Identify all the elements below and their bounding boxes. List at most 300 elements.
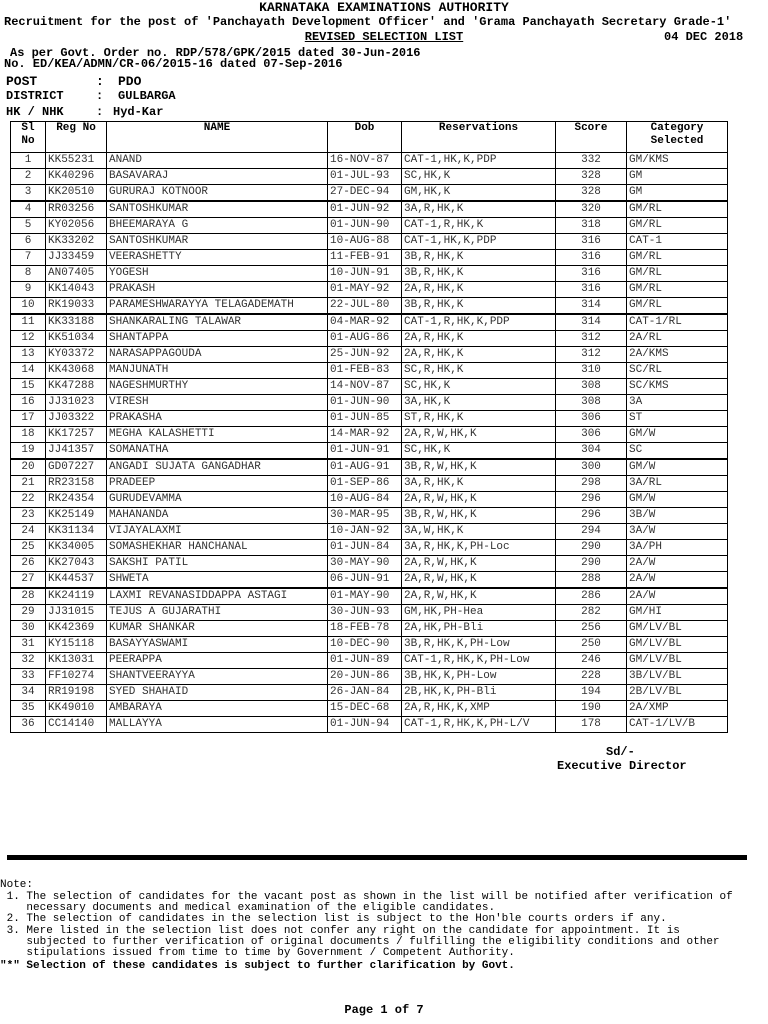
cell-reg: JJ31015 (46, 605, 107, 621)
cell-sl: 7 (11, 250, 46, 266)
cell-dob: 01-JUN-92 (328, 201, 402, 218)
cell-score: 316 (556, 266, 627, 282)
table-row (11, 717, 728, 733)
cell-cat: CAT-1/LV/B (627, 717, 728, 733)
cell-sl: 25 (11, 540, 46, 556)
cell-name: KUMAR SHANKAR (107, 621, 328, 637)
cell-score: 328 (556, 169, 627, 185)
cell-dob: 11-FEB-91 (328, 250, 402, 266)
cell-reg: RR23158 (46, 476, 107, 492)
cell-name: SOMANATHA (107, 443, 328, 460)
cell-score: 294 (556, 524, 627, 540)
cell-score: 314 (556, 298, 627, 315)
cell-name: PRAKASH (107, 282, 328, 298)
cell-name: MEGHA KALASHETTI (107, 427, 328, 443)
table-row (11, 218, 728, 234)
cell-name: SANTOSHKUMAR (107, 234, 328, 250)
note-1a: 1. The selection of candidates for the vacant post as shown in the list will be notified after verification of (0, 891, 733, 903)
table-row (11, 669, 728, 685)
cell-cat: 3A/PH (627, 540, 728, 556)
cell-sl: 16 (11, 395, 46, 411)
cell-sl: 30 (11, 621, 46, 637)
cell-cat: 2A/W (627, 572, 728, 589)
table-row (11, 492, 728, 508)
cell-reg: KK47288 (46, 379, 107, 395)
cell-sl: 35 (11, 701, 46, 717)
signature-sd: Sd/- (606, 745, 635, 759)
cell-reg: KK44537 (46, 572, 107, 589)
cell-sl: 36 (11, 717, 46, 733)
district-sep: : (96, 89, 104, 103)
table-row (11, 508, 728, 524)
cell-reg: KK49010 (46, 701, 107, 717)
cell-res: GM,HK,K (402, 185, 556, 202)
cell-name: BASAYYASWAMI (107, 637, 328, 653)
cell-res: 2A,R,W,HK,K (402, 427, 556, 443)
cell-dob: 01-SEP-86 (328, 476, 402, 492)
cell-score: 320 (556, 201, 627, 218)
cell-cat: GM/RL (627, 250, 728, 266)
cell-score: 316 (556, 234, 627, 250)
cell-cat: SC/RL (627, 363, 728, 379)
cell-sl: 24 (11, 524, 46, 540)
cell-cat: GM/RL (627, 201, 728, 218)
cell-score: 286 (556, 588, 627, 605)
cell-res: CAT-1,HK,K,PDP (402, 153, 556, 169)
col-header-name: NAME (107, 122, 328, 153)
note-1b: necessary documents and medical examination of the eligible candidates. (0, 902, 496, 914)
cell-sl: 31 (11, 637, 46, 653)
cell-sl: 33 (11, 669, 46, 685)
cell-sl: 19 (11, 443, 46, 460)
cell-sl: 4 (11, 201, 46, 218)
cell-reg: JJ41357 (46, 443, 107, 460)
separator-rule (7, 855, 747, 860)
post-sep: : (96, 74, 104, 89)
cell-reg: KK31134 (46, 524, 107, 540)
cell-score: 332 (556, 153, 627, 169)
table-row (11, 234, 728, 250)
post-label: POST (6, 74, 38, 89)
cell-cat: 2A/W (627, 556, 728, 572)
cell-score: 194 (556, 685, 627, 701)
cell-res: 2A,R,W,HK,K (402, 588, 556, 605)
table-row (11, 201, 728, 218)
signature-designation: Executive Director (557, 759, 687, 773)
list-title: REVISED SELECTION LIST (304, 30, 464, 44)
cell-dob: 01-JUN-91 (328, 443, 402, 460)
cell-res: ST,R,HK,K (402, 411, 556, 427)
col-header-reservations: Reservations (402, 122, 556, 153)
cell-cat: GM/LV/BL (627, 653, 728, 669)
cell-sl: 14 (11, 363, 46, 379)
cell-name: VEERASHETTY (107, 250, 328, 266)
cell-score: 250 (556, 637, 627, 653)
cell-reg: KK33188 (46, 314, 107, 331)
cell-dob: 20-JUN-86 (328, 669, 402, 685)
table-row (11, 443, 728, 460)
cell-res: 2B,HK,K,PH-Bli (402, 685, 556, 701)
cell-dob: 30-MAR-95 (328, 508, 402, 524)
cell-res: 3A,R,HK,K,PH-Loc (402, 540, 556, 556)
cell-name: SOMASHEKHAR HANCHANAL (107, 540, 328, 556)
table-row (11, 701, 728, 717)
cell-dob: 01-JUN-89 (328, 653, 402, 669)
cell-name: SHANKARALING TALAWAR (107, 314, 328, 331)
cell-score: 310 (556, 363, 627, 379)
table-row (11, 347, 728, 363)
cell-score: 308 (556, 379, 627, 395)
cell-dob: 16-NOV-87 (328, 153, 402, 169)
cell-res: CAT-1,R,HK,K,PDP (402, 314, 556, 331)
cell-res: SC,R,HK,K (402, 363, 556, 379)
cell-res: 3B,R,HK,K (402, 250, 556, 266)
cell-sl: 23 (11, 508, 46, 524)
cell-name: PEERAPPA (107, 653, 328, 669)
cell-name: SHANTAPPA (107, 331, 328, 347)
cell-name: ANGADI SUJATA GANGADHAR (107, 459, 328, 476)
post-value: PDO (118, 74, 142, 89)
cell-dob: 01-AUG-86 (328, 331, 402, 347)
cell-res: CAT-1,R,HK,K (402, 218, 556, 234)
note-3c: stipulations issued from time to time by Government / Competent Authority. (0, 947, 515, 959)
cell-cat: 2A/KMS (627, 347, 728, 363)
cell-sl: 8 (11, 266, 46, 282)
cell-res: GM,HK,PH-Hea (402, 605, 556, 621)
cell-dob: 26-JAN-84 (328, 685, 402, 701)
page-number: Page 1 of 7 (344, 1003, 424, 1017)
cell-sl: 27 (11, 572, 46, 589)
cell-sl: 12 (11, 331, 46, 347)
cell-score: 178 (556, 717, 627, 733)
cell-cat: 2B/LV/BL (627, 685, 728, 701)
cell-reg: KK42369 (46, 621, 107, 637)
table-row (11, 637, 728, 653)
cell-cat: GM/RL (627, 266, 728, 282)
table-row (11, 556, 728, 572)
cell-reg: AN07405 (46, 266, 107, 282)
cell-sl: 15 (11, 379, 46, 395)
hk-value: Hyd-Kar (113, 105, 164, 119)
cell-reg: FF10274 (46, 669, 107, 685)
cell-score: 228 (556, 669, 627, 685)
cell-score: 314 (556, 314, 627, 331)
cell-name: PRAKASHA (107, 411, 328, 427)
cell-score: 256 (556, 621, 627, 637)
cell-dob: 04-MAR-92 (328, 314, 402, 331)
table-row (11, 363, 728, 379)
cell-name: PARAMESHWARAYYA TELAGADEMATH (107, 298, 328, 315)
cell-res: 2A,R,W,HK,K (402, 492, 556, 508)
cell-res: SC,HK,K (402, 379, 556, 395)
table-row (11, 250, 728, 266)
table-row (11, 185, 728, 202)
note-3a: 3. Mere listed in the selection list does not confer any right on the candidate for appointment. It is (0, 925, 680, 937)
cell-name: LAXMI REVANASIDDAPPA ASTAGI (107, 588, 328, 605)
cell-cat: GM/RL (627, 282, 728, 298)
cell-name: SANTOSHKUMAR (107, 201, 328, 218)
table-row (11, 298, 728, 315)
cell-dob: 18-FEB-78 (328, 621, 402, 637)
table-row (11, 282, 728, 298)
cell-name: TEJUS A GUJARATHI (107, 605, 328, 621)
cell-reg: JJ33459 (46, 250, 107, 266)
cell-sl: 3 (11, 185, 46, 202)
cell-dob: 01-JUN-85 (328, 411, 402, 427)
cell-dob: 06-JUN-91 (328, 572, 402, 589)
cell-score: 328 (556, 185, 627, 202)
cell-reg: KY02056 (46, 218, 107, 234)
cell-sl: 9 (11, 282, 46, 298)
cell-name: MAHANANDA (107, 508, 328, 524)
cell-cat: CAT-1/RL (627, 314, 728, 331)
cell-cat: GM/KMS (627, 153, 728, 169)
cell-res: 3B,R,W,HK,K (402, 459, 556, 476)
cell-cat: GM/W (627, 427, 728, 443)
cell-score: 282 (556, 605, 627, 621)
table-row (11, 153, 728, 169)
cell-cat: GM/RL (627, 218, 728, 234)
cell-name: PRADEEP (107, 476, 328, 492)
recruitment-title: Recruitment for the post of 'Panchayath Development Officer' and 'Grama Panchayath Secretary Grade-1' (4, 15, 732, 29)
cell-score: 296 (556, 492, 627, 508)
cell-dob: 30-JUN-93 (328, 605, 402, 621)
cell-score: 316 (556, 250, 627, 266)
cell-reg: KK20510 (46, 185, 107, 202)
cell-sl: 20 (11, 459, 46, 476)
cell-reg: KK55231 (46, 153, 107, 169)
cell-sl: 22 (11, 492, 46, 508)
cell-reg: KY03372 (46, 347, 107, 363)
cell-res: 2A,R,HK,K,XMP (402, 701, 556, 717)
col-header-category: Category Selected (627, 122, 728, 153)
table-row (11, 411, 728, 427)
table-row (11, 621, 728, 637)
col-header-reg: Reg No (46, 122, 107, 153)
cell-score: 318 (556, 218, 627, 234)
cell-name: SHANTVEERAYYA (107, 669, 328, 685)
table-row (11, 266, 728, 282)
table-header-row (11, 122, 728, 153)
cell-reg: CC14140 (46, 717, 107, 733)
table-row (11, 314, 728, 331)
district-label: DISTRICT (6, 89, 64, 103)
cell-name: MANJUNATH (107, 363, 328, 379)
cell-res: 2A,HK,PH-Bli (402, 621, 556, 637)
cell-score: 298 (556, 476, 627, 492)
cell-score: 300 (556, 459, 627, 476)
cell-res: 3B,R,W,HK,K (402, 508, 556, 524)
cell-name: GURUDEVAMMA (107, 492, 328, 508)
cell-cat: GM/W (627, 492, 728, 508)
hk-sep: : (96, 105, 104, 119)
cell-name: MALLAYYA (107, 717, 328, 733)
cell-cat: 3A/W (627, 524, 728, 540)
cell-score: 312 (556, 331, 627, 347)
cell-sl: 18 (11, 427, 46, 443)
cell-cat: GM (627, 185, 728, 202)
cell-name: SHWETA (107, 572, 328, 589)
cell-res: CAT-1,R,HK,K,PH-L/V (402, 717, 556, 733)
cell-name: SAKSHI PATIL (107, 556, 328, 572)
cell-cat: GM (627, 169, 728, 185)
cell-cat: 3B/W (627, 508, 728, 524)
cell-cat: ST (627, 411, 728, 427)
cell-res: SC,HK,K (402, 169, 556, 185)
cell-sl: 2 (11, 169, 46, 185)
cell-dob: 22-JUL-80 (328, 298, 402, 315)
cell-score: 304 (556, 443, 627, 460)
cell-cat: 3A/RL (627, 476, 728, 492)
cell-sl: 26 (11, 556, 46, 572)
cell-res: 3B,R,HK,K (402, 266, 556, 282)
cell-reg: KK27043 (46, 556, 107, 572)
col-header-sl: Sl No (11, 122, 46, 153)
cell-name: NAGESHMURTHY (107, 379, 328, 395)
cell-sl: 10 (11, 298, 46, 315)
selection-table (10, 121, 728, 733)
table-row (11, 459, 728, 476)
table-row (11, 395, 728, 411)
cell-cat: SC/KMS (627, 379, 728, 395)
cell-name: BASAVARAJ (107, 169, 328, 185)
cell-cat: GM/W (627, 459, 728, 476)
table-row (11, 331, 728, 347)
cell-name: ANAND (107, 153, 328, 169)
cell-name: NARASAPPAGOUDA (107, 347, 328, 363)
cell-reg: KK40296 (46, 169, 107, 185)
table-row (11, 169, 728, 185)
cell-reg: KK25149 (46, 508, 107, 524)
cell-dob: 01-JUL-93 (328, 169, 402, 185)
cell-res: 3A,W,HK,K (402, 524, 556, 540)
cell-cat: 2A/RL (627, 331, 728, 347)
cell-dob: 14-MAR-92 (328, 427, 402, 443)
cell-score: 290 (556, 540, 627, 556)
cell-reg: RK24354 (46, 492, 107, 508)
cell-dob: 01-AUG-91 (328, 459, 402, 476)
table-row (11, 572, 728, 589)
cell-res: CAT-1,R,HK,K,PH-Low (402, 653, 556, 669)
cell-dob: 10-AUG-84 (328, 492, 402, 508)
cell-res: 3A,HK,K (402, 395, 556, 411)
table-row (11, 588, 728, 605)
cell-res: 2A,R,W,HK,K (402, 572, 556, 589)
cell-reg: RK19033 (46, 298, 107, 315)
cell-score: 288 (556, 572, 627, 589)
cell-cat: GM/LV/BL (627, 621, 728, 637)
cell-reg: JJ31023 (46, 395, 107, 411)
cell-sl: 17 (11, 411, 46, 427)
cell-name: GURURAJ KOTNOOR (107, 185, 328, 202)
table-row (11, 540, 728, 556)
cell-sl: 13 (11, 347, 46, 363)
cell-name: SYED SHAHAID (107, 685, 328, 701)
cell-cat: GM/HI (627, 605, 728, 621)
cell-sl: 29 (11, 605, 46, 621)
hk-label: HK / NHK (6, 105, 64, 119)
cell-res: 2A,R,W,HK,K (402, 556, 556, 572)
cell-score: 306 (556, 411, 627, 427)
cell-res: SC,HK,K (402, 443, 556, 460)
cell-reg: KK34005 (46, 540, 107, 556)
cell-sl: 34 (11, 685, 46, 701)
table-row (11, 379, 728, 395)
cell-res: 3B,R,HK,K (402, 298, 556, 315)
cell-reg: KK24119 (46, 588, 107, 605)
cell-name: YOGESH (107, 266, 328, 282)
col-header-dob: Dob (328, 122, 402, 153)
cell-name: VIRESH (107, 395, 328, 411)
table-row (11, 476, 728, 492)
table-row (11, 685, 728, 701)
cell-dob: 25-JUN-92 (328, 347, 402, 363)
cell-name: BHEEMARAYA G (107, 218, 328, 234)
table-row (11, 653, 728, 669)
cell-res: 2A,R,HK,K (402, 331, 556, 347)
cell-reg: KK43068 (46, 363, 107, 379)
cell-dob: 15-DEC-68 (328, 701, 402, 717)
note-title: Note: (0, 879, 34, 891)
cell-cat: 2A/W (627, 588, 728, 605)
cell-res: 2A,R,HK,K (402, 282, 556, 298)
cell-cat: 3A (627, 395, 728, 411)
cell-dob: 01-FEB-83 (328, 363, 402, 379)
cell-dob: 01-MAY-90 (328, 588, 402, 605)
cell-sl: 32 (11, 653, 46, 669)
cell-reg: KK14043 (46, 282, 107, 298)
cell-reg: GD07227 (46, 459, 107, 476)
cell-score: 306 (556, 427, 627, 443)
table-row (11, 524, 728, 540)
cell-name: AMBARAYA (107, 701, 328, 717)
district-value: GULBARGA (118, 89, 176, 103)
note-3b: subjected to further verification of original documents / fulfilling the eligibility conditions and other (0, 936, 720, 948)
cell-dob: 14-NOV-87 (328, 379, 402, 395)
authority-title: KARNATAKA EXAMINATIONS AUTHORITY (259, 0, 509, 15)
col-header-score: Score (556, 122, 627, 153)
cell-name: VIJAYALAXMI (107, 524, 328, 540)
cell-reg: KK13031 (46, 653, 107, 669)
cell-cat: CAT-1 (627, 234, 728, 250)
cell-res: 3A,R,HK,K (402, 476, 556, 492)
cell-dob: 10-JUN-91 (328, 266, 402, 282)
cell-sl: 6 (11, 234, 46, 250)
cell-score: 312 (556, 347, 627, 363)
cell-cat: 3B/LV/BL (627, 669, 728, 685)
cell-score: 316 (556, 282, 627, 298)
cell-dob: 10-AUG-88 (328, 234, 402, 250)
cell-sl: 1 (11, 153, 46, 169)
cell-reg: JJ03322 (46, 411, 107, 427)
cell-score: 190 (556, 701, 627, 717)
cell-dob: 10-JAN-92 (328, 524, 402, 540)
list-date: 04 DEC 2018 (664, 30, 744, 44)
cell-reg: KK51034 (46, 331, 107, 347)
cell-dob: 01-JUN-84 (328, 540, 402, 556)
cell-res: 3B,R,HK,K,PH-Low (402, 637, 556, 653)
cell-score: 308 (556, 395, 627, 411)
cell-dob: 01-JUN-94 (328, 717, 402, 733)
cell-sl: 28 (11, 588, 46, 605)
cell-dob: 27-DEC-94 (328, 185, 402, 202)
cell-cat: SC (627, 443, 728, 460)
cell-sl: 21 (11, 476, 46, 492)
cell-res: 3B,HK,K,PH-Low (402, 669, 556, 685)
cell-sl: 11 (11, 314, 46, 331)
cell-reg: KK17257 (46, 427, 107, 443)
cell-dob: 01-JUN-90 (328, 218, 402, 234)
